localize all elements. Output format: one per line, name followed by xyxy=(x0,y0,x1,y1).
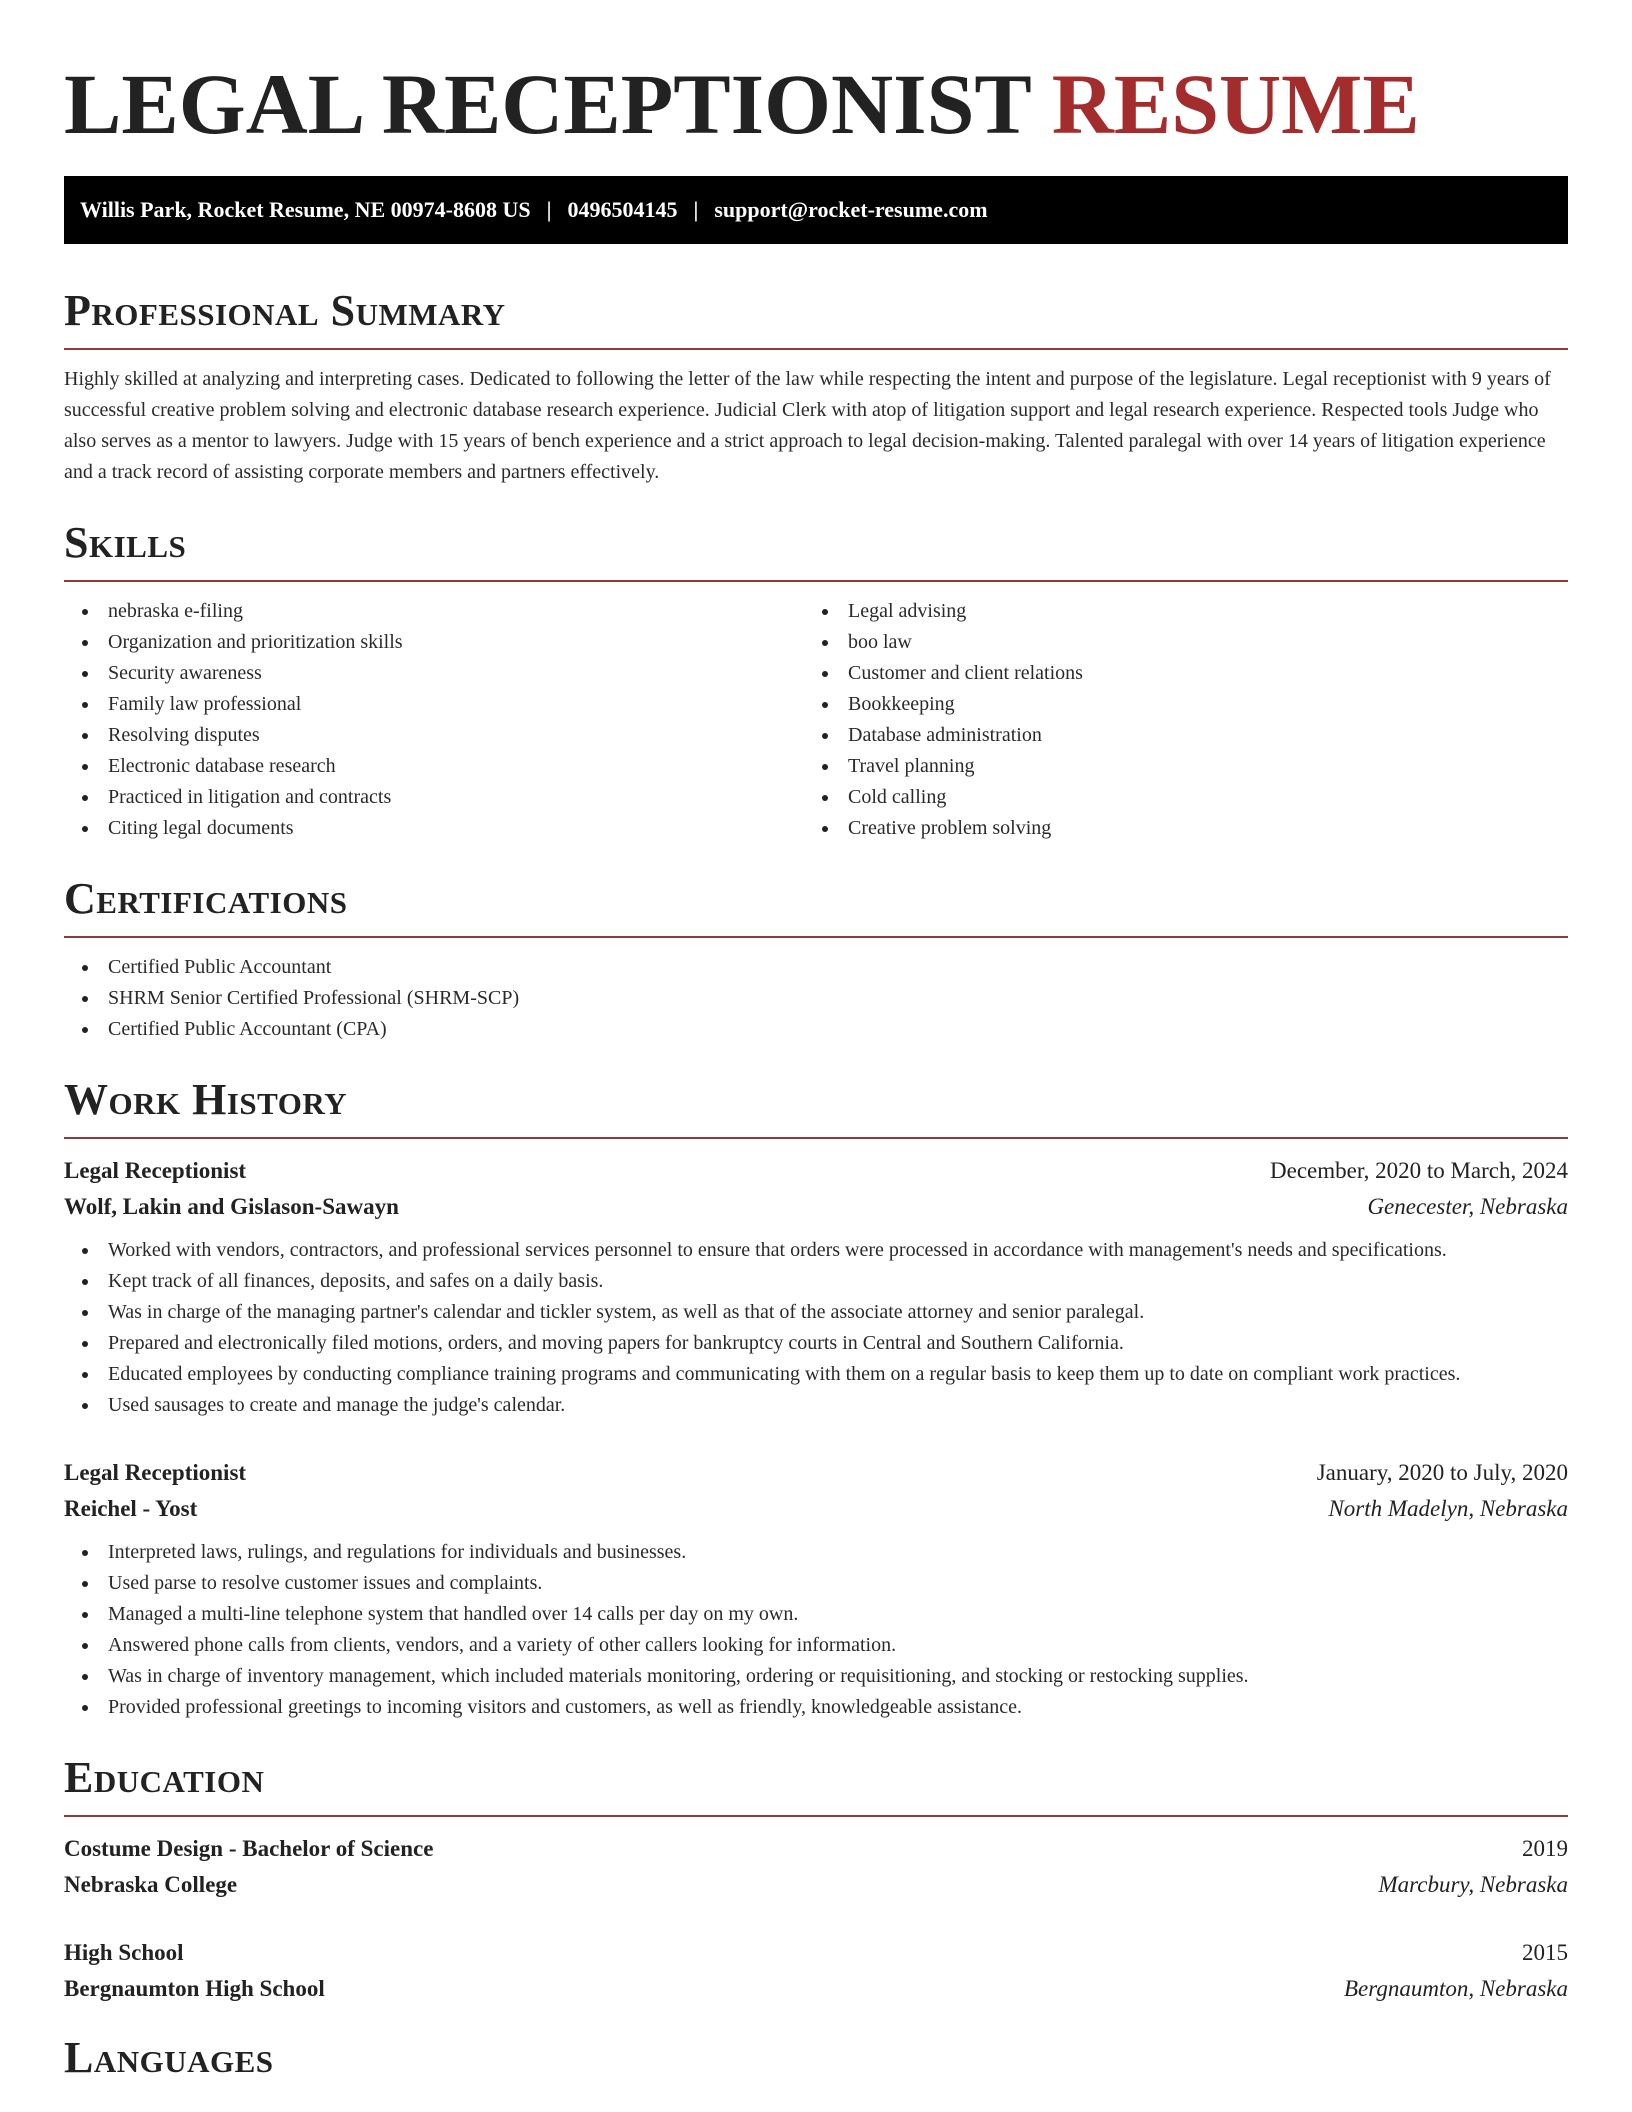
skill-item: Database administration xyxy=(804,720,1544,751)
skill-item: Resolving disputes xyxy=(64,720,804,751)
languages-section xyxy=(64,2033,1568,2083)
resume-title xyxy=(64,58,1568,150)
section-divider xyxy=(64,1815,1568,1817)
certifications-heading: Certifications xyxy=(64,874,348,923)
education-entry xyxy=(64,1831,1568,1903)
job-dates: January, 2020 to July, 2020 xyxy=(1316,1460,1568,1485)
education-year: 2019 xyxy=(1522,1836,1568,1861)
education-degree: High School xyxy=(64,1940,184,1965)
work-history-heading: Work History xyxy=(64,1075,348,1124)
skills-grid xyxy=(64,596,1568,844)
skill-item: Bookkeeping xyxy=(804,689,1544,720)
skill-item: Creative problem solving xyxy=(804,813,1544,844)
education-degree-row xyxy=(64,1831,1568,1867)
skills-heading: Skills xyxy=(64,518,187,567)
skill-item: Electronic database research xyxy=(64,751,804,782)
job-bullet: Educated employees by conducting compliance training programs and communicating with them on a regular basis to keep them up to date on compliant work practices. xyxy=(64,1359,1568,1390)
skill-item: Cold calling xyxy=(804,782,1544,813)
skill-item: Practiced in litigation and contracts xyxy=(64,782,804,813)
education-degree-row xyxy=(64,1935,1568,1971)
resume-page xyxy=(64,0,1568,2083)
skill-item: Organization and prioritization skills xyxy=(64,627,804,658)
skill-item: boo law xyxy=(804,627,1544,658)
contact-phone: 0496504145 xyxy=(567,197,678,222)
contact-separator: | xyxy=(546,197,552,222)
job-title: Legal Receptionist xyxy=(64,1460,247,1485)
skill-item: Security awareness xyxy=(64,658,804,689)
skills-list-right xyxy=(804,596,1544,844)
job-bullet: Used parse to resolve customer issues and complaints. xyxy=(64,1568,1568,1599)
job-bullet: Prepared and electronically filed motions, orders, and moving papers for bankruptcy courts in Central and Southern California. xyxy=(64,1328,1568,1359)
education-year: 2015 xyxy=(1522,1940,1568,1965)
education-entry xyxy=(64,1935,1568,2007)
resume-title-accent: RESUME xyxy=(1051,56,1420,152)
skill-item: Family law professional xyxy=(64,689,804,720)
job-bullet: Used sausages to create and manage the judge's calendar. xyxy=(64,1390,1568,1421)
job-bullet: Worked with vendors, contractors, and professional services personnel to ensure that orders were processed in accordance with management's needs and specifications. xyxy=(64,1235,1568,1266)
job-company: Reichel - Yost xyxy=(64,1496,198,1521)
skills-list-left xyxy=(64,596,804,844)
certification-item: SHRM Senior Certified Professional (SHRM-SCP) xyxy=(64,983,1568,1014)
education-school-row xyxy=(64,1867,1568,1903)
skill-item: Travel planning xyxy=(804,751,1544,782)
summary-section xyxy=(64,286,1568,488)
job-bullet: Provided professional greetings to incoming visitors and customers, as well as friendly, knowledgeable assistance. xyxy=(64,1692,1568,1723)
job-bullet: Was in charge of inventory management, which included materials monitoring, ordering or requisitioning, and stocking or restocking supplies. xyxy=(64,1661,1568,1692)
contact-address: Willis Park, Rocket Resume, NE 00974-8608 US xyxy=(80,197,531,222)
skills-section xyxy=(64,518,1568,844)
skill-item: Legal advising xyxy=(804,596,1544,627)
education-school: Bergnaumton High School xyxy=(64,1976,325,2001)
section-divider xyxy=(64,348,1568,350)
job-location: Genecester, Nebraska xyxy=(1367,1194,1568,1219)
job-bullet: Answered phone calls from clients, vendors, and a variety of other callers looking for information. xyxy=(64,1630,1568,1661)
skill-item: nebraska e-filing xyxy=(64,596,804,627)
certification-item: Certified Public Accountant xyxy=(64,952,1568,983)
job-company-row xyxy=(64,1189,1568,1225)
education-section xyxy=(64,1753,1568,2007)
education-school-row xyxy=(64,1971,1568,2007)
job-bullet: Was in charge of the managing partner's calendar and tickler system, as well as that of the associate attorney and senior paralegal. xyxy=(64,1297,1568,1328)
job-bullets xyxy=(64,1235,1568,1421)
job-location: North Madelyn, Nebraska xyxy=(1328,1496,1568,1521)
summary-heading: Professional Summary xyxy=(64,286,506,335)
education-heading: Education xyxy=(64,1753,265,1802)
skill-item: Citing legal documents xyxy=(64,813,804,844)
job-bullet: Kept track of all finances, deposits, and safes on a daily basis. xyxy=(64,1266,1568,1297)
certification-item: Certified Public Accountant (CPA) xyxy=(64,1014,1568,1045)
job-bullet: Interpreted laws, rulings, and regulations for individuals and businesses. xyxy=(64,1537,1568,1568)
contact-separator: | xyxy=(693,197,699,222)
education-school: Nebraska College xyxy=(64,1872,238,1897)
languages-heading: Languages xyxy=(64,2033,274,2082)
section-divider xyxy=(64,936,1568,938)
job-title: Legal Receptionist xyxy=(64,1158,247,1183)
job-bullet: Managed a multi-line telephone system that handled over 14 calls per day on my own. xyxy=(64,1599,1568,1630)
job-entry xyxy=(64,1455,1568,1723)
certifications-section xyxy=(64,874,1568,1045)
contact-email: support@rocket-resume.com xyxy=(714,197,988,222)
job-entry xyxy=(64,1153,1568,1421)
skill-item: Customer and client relations xyxy=(804,658,1544,689)
job-dates: December, 2020 to March, 2024 xyxy=(1270,1158,1568,1183)
job-header-row xyxy=(64,1153,1568,1189)
certifications-list xyxy=(64,952,1568,1045)
summary-text: Highly skilled at analyzing and interpreting cases. Dedicated to following the letter of the law while respecting the intent and purpose of the legislature. Legal receptionist with 9 years of successful creative problem solving and electronic database research experience. Judicial Clerk with atop of litigation support and legal research experience. Respected tools Judge who also serves as a mentor to lawyers. Judge with 15 years of bench experience and a strict approach to legal decision-making. Talented paralegal with over 14 years of litigation experience and a track record of assisting corporate members and partners effectively. xyxy=(64,368,1551,483)
contact-bar xyxy=(64,176,1568,244)
work-history-section xyxy=(64,1075,1568,1723)
section-divider xyxy=(64,1137,1568,1139)
job-company: Wolf, Lakin and Gislason-Sawayn xyxy=(64,1194,399,1219)
job-header-row xyxy=(64,1455,1568,1491)
job-bullets xyxy=(64,1537,1568,1723)
job-company-row xyxy=(64,1491,1568,1527)
education-location: Bergnaumton, Nebraska xyxy=(1343,1976,1568,2001)
resume-title-main: LEGAL RECEPTIONIST xyxy=(64,56,1031,152)
section-divider xyxy=(64,580,1568,582)
education-location: Marcbury, Nebraska xyxy=(1378,1872,1568,1897)
education-degree: Costume Design - Bachelor of Science xyxy=(64,1836,434,1861)
